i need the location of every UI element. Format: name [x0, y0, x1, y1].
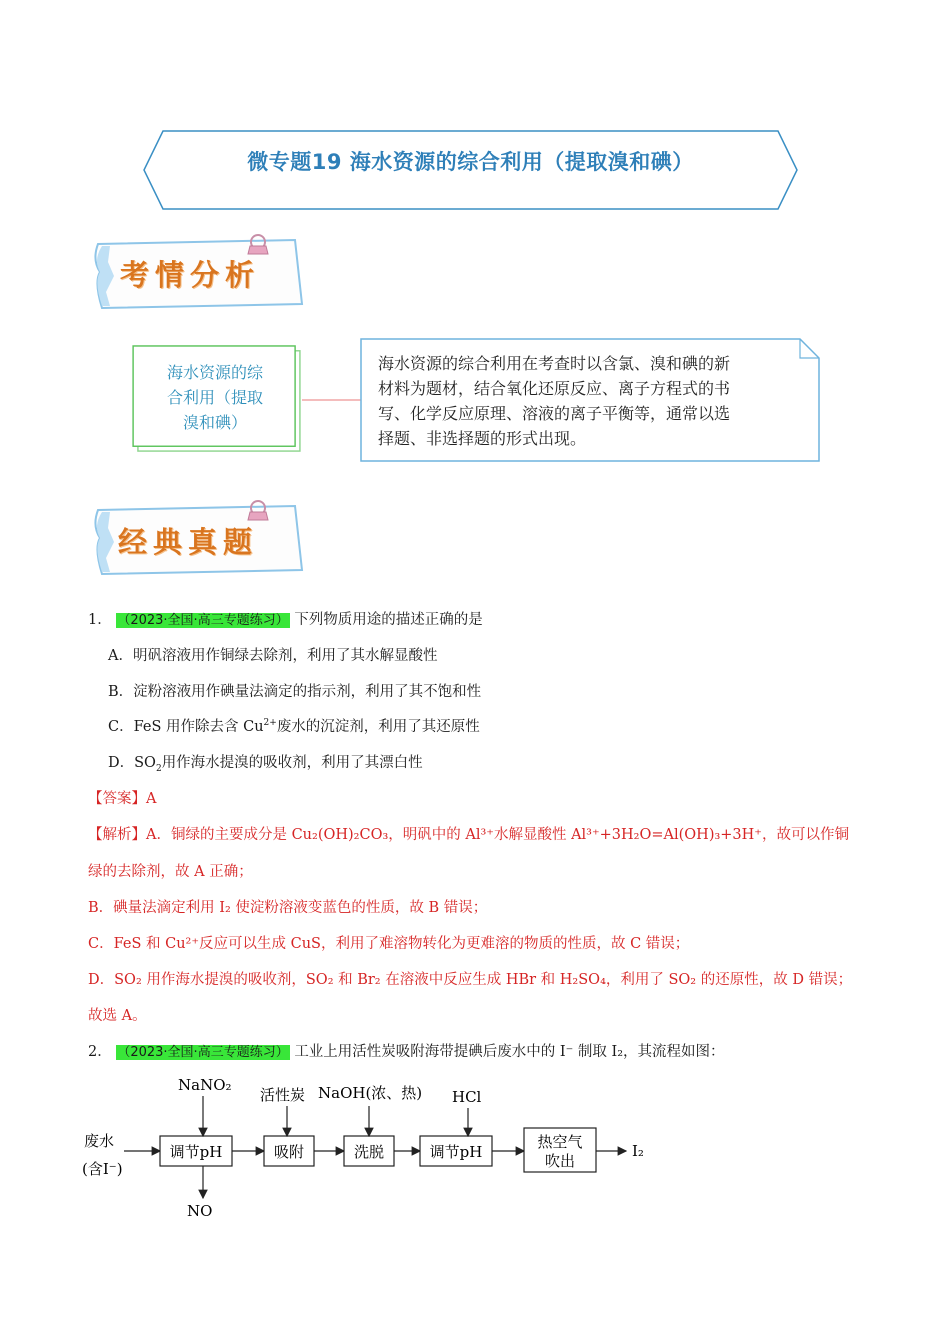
flow-reagent-4: HCl [452, 1088, 482, 1106]
flow-output: I₂ [632, 1142, 644, 1160]
answer: 【答案】A [88, 791, 157, 807]
flow-step-5-label: 吹出 [544, 1152, 576, 1170]
option-c-text: 废水的沉淀剂，利用了其还原性 [276, 719, 480, 735]
section-title-classic: 经典真题 [118, 525, 259, 559]
question-text: 下列物质用途的描述正确的是 [294, 612, 483, 628]
question-number: 1． [88, 612, 112, 628]
flow-step-1-label: 调节pH [169, 1143, 223, 1161]
process-flow-diagram [80, 1072, 680, 1222]
description-line: 海水资源的综合利用在考查时以含氯、溴和碘的新 [378, 354, 731, 373]
option-c-text: C．FeS 用作除去含 Cu [108, 719, 264, 735]
option-a: A．明矾溶液用作铜绿去除剂，利用了其水解显酸性 [108, 648, 438, 664]
option-d [108, 753, 423, 773]
flow-step-3-label: 洗脱 [353, 1143, 385, 1161]
question-text: 工业上用活性炭吸附海带提碘后废水中的 I⁻ 制取 I₂，其流程如图： [294, 1044, 725, 1060]
flow-byproduct: NO [187, 1202, 213, 1220]
section-title-analysis: 考情分析 [120, 258, 261, 292]
question-2-stem [88, 1042, 725, 1063]
page-title: 微专题19 海水资源的综合利用（提取溴和碘） [247, 150, 694, 174]
explanation-line: D．SO₂ 用作海水提溴的吸收剂，SO₂ 和 Br₂ 在溶液中反应生成 HBr 和 H₂SO₄，利用了 SO₂ 的还原性，故 D 错误； [88, 972, 853, 988]
topic-line: 溴和碘） [182, 413, 247, 432]
question-source: （2023·全国·高三专题练习） [117, 613, 289, 628]
topic-text [150, 360, 280, 435]
description-line: 择题、非选择题的形式出现。 [378, 429, 587, 448]
flow-reagent-3: NaOH(浓、热) [318, 1084, 423, 1102]
flow-step-2-label: 吸附 [273, 1143, 305, 1161]
option-d-text: 用作海水提溴的吸收剂，利用了其漂白性 [161, 755, 423, 771]
superscript: 2+ [263, 718, 277, 729]
subscript: 2 [155, 763, 162, 774]
flow-input-line1: 废水 [84, 1132, 115, 1150]
option-d-text: D．SO [108, 755, 156, 771]
question-number: 2． [88, 1044, 112, 1060]
description-line: 写、化学反应原理、溶液的离子平衡等，通常以选 [378, 404, 731, 423]
flow-reagent-2: 活性炭 [260, 1086, 306, 1104]
description-line: 材料为题材，结合氧化还原反应、离子方程式的书 [378, 379, 731, 398]
explanation-line: 绿的去除剂，故 A 正确； [88, 864, 253, 880]
option-c [108, 717, 480, 737]
description-text [378, 351, 806, 451]
flow-step-4-label: 调节pH [429, 1143, 483, 1161]
option-b: B．淀粉溶液用作碘量法滴定的指示剂，利用了其不饱和性 [108, 684, 482, 700]
flow-reagent-1: NaNO₂ [178, 1076, 232, 1094]
explanation-line: 故选 A。 [88, 1008, 147, 1024]
flow-step-5-label: 热空气 [537, 1133, 583, 1151]
topic-line: 海水资源的综 [166, 363, 263, 382]
explanation-line: C．FeS 和 Cu²⁺反应可以生成 CuS，利用了难溶物转化为更难溶的物质的性质，故 C 错误； [88, 936, 690, 952]
connector-line [302, 396, 362, 404]
flow-input-line2: (含I⁻) [82, 1160, 123, 1178]
question-1-stem [88, 610, 483, 631]
question-source: （2023·全国·高三专题练习） [117, 1045, 289, 1060]
explanation-line: 【解析】A．铜绿的主要成分是 Cu₂(OH)₂CO₃，明矾中的 Al³⁺水解显酸性 Al³⁺+3H₂O=Al(OH)₃+3H⁺，故可以作铜 [88, 827, 849, 843]
topic-line: 合利用（提取 [166, 388, 263, 407]
explanation-line: B．碘量法滴定利用 I₂ 使淀粉溶液变蓝色的性质，故 B 错误； [88, 900, 488, 916]
